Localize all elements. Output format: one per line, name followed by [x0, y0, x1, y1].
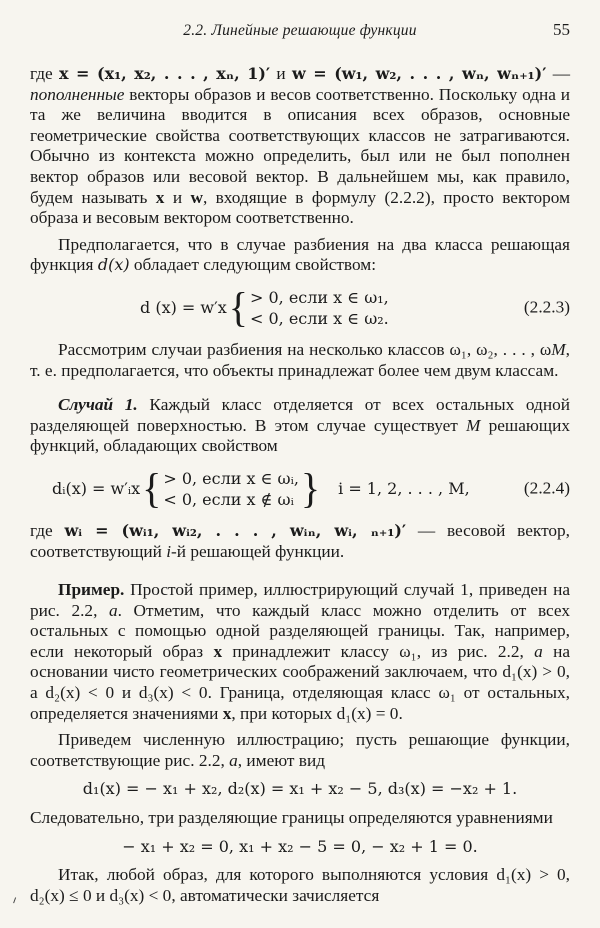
eq-cases: > 0, если x ∈ ω₁, < 0, если x ∈ ω₂.: [249, 287, 389, 328]
body-text: [30, 64, 570, 906]
case-1-paragraph: Случай 1. Каждый класс отделяется от всех остальных одной разделяющей поверхностью. В этом случае существует M решающих функций, обладающих свойством: [30, 395, 570, 456]
decision-functions-equation: d₁(x) = − x₁ + x₂, d₂(x) = x₁ + x₂ − 5, d₃(x) = −x₂ + 1.: [82, 779, 518, 799]
example-paragraph: Пример. Простой пример, иллюстрирующий случай 1, приведен на рис. 2.2, а. Отметим, что каждый класс можно отделить от всех остальных с помощью одной разделяющей границы. Так, например, если некоторый образ x принадлежит классу ω₁, из рис. 2.2, а на основании чисто геометрических соображений заключаем, что d₁(x) > 0, а d₂(x) < 0 и d₃(x) < 0. Граница, отделяющая класс ω₁ от остальных, определяется значениями x, при которых d₁(x) = 0.: [30, 580, 570, 723]
left-brace: {: [142, 464, 162, 513]
equation-2-2-4: dᵢ(x) = w′ᵢx { > 0, если x ∈ ωᵢ, < 0, если x ∉ ωᵢ } i = 1, 2, . . . , M, (2.2.4): [52, 464, 570, 513]
paragraph-5: Приведем численную иллюстрацию; пусть решающие функции, соответствующие рис. 2.2, а, имеют вид: [30, 730, 570, 770]
case-1-label: Случай 1.: [58, 395, 138, 415]
emphasis-augmented: пополненные: [30, 84, 125, 104]
paragraph-6: Следовательно, три разделяющие границы определяются уравнениями: [30, 808, 553, 828]
equation-number: (2.2.3): [523, 297, 570, 317]
example-label: Пример.: [58, 580, 125, 600]
right-brace: }: [300, 464, 321, 513]
equation-number: (2.2.4): [523, 478, 570, 498]
left-brace: {: [228, 283, 248, 332]
w-vector: w = (w₁, w₂, . . . , wₙ, wₙ₊₁)′: [291, 64, 547, 83]
paragraph-4: где wᵢ = (wᵢ₁, wᵢ₂, . . . , wᵢₙ, wᵢ, ₙ₊₁)′ — весовой вектор, соответствующий i-й решающей функции.: [30, 520, 570, 561]
x-vector: x = (x₁, x₂, . . . , xₙ, 1)′: [58, 64, 271, 83]
paragraph-7: Итак, любой образ, для которого выполняются условия d₁(x) > 0, d₂(x) ≤ 0 и d₃(x) < 0, автоматически зачисляется: [30, 865, 570, 905]
boundaries-equation: − x₁ + x₂ = 0, x₁ + x₂ − 5 = 0, − x₂ + 1 = 0.: [122, 836, 478, 856]
paragraph-3: Рассмотрим случаи разбиения на несколько классов ω₁, ω₂, . . . , ωM, т. е. предполагается, что объекты принадлежат более чем двум классам.: [30, 339, 570, 380]
running-header: 2.2. Линейные решающие функции: [183, 22, 417, 39]
paragraph-2: Предполагается, что в случае разбиения на два класса решающая функция d(x) обладает следующим свойством:: [30, 234, 570, 275]
eq-lhs: d (x) = w′x: [140, 297, 227, 317]
page-number: 55: [553, 20, 570, 39]
paragraph-1: где x = (x₁, x₂, . . . , xₙ, 1)′ и w = (w₁, w₂, . . . , wₙ, wₙ₊₁)′ — пополненные векторы образов и весов соответственно. Поскольку одна и та же величина вводится в описания всех образов, основные геометрические свойства соответствующих классов не затрагиваются. Обычно из контекста можно определить, был или не был пополнен вектор образов или весовой вектор. В дальнейшем мы, как правило, будем называть x и w, входящие в формулу (2.2.2), просто вектором образа и весовым вектором соответственно.: [30, 64, 570, 228]
margin-mark: [13, 897, 20, 904]
equation-2-2-3: [140, 283, 570, 332]
